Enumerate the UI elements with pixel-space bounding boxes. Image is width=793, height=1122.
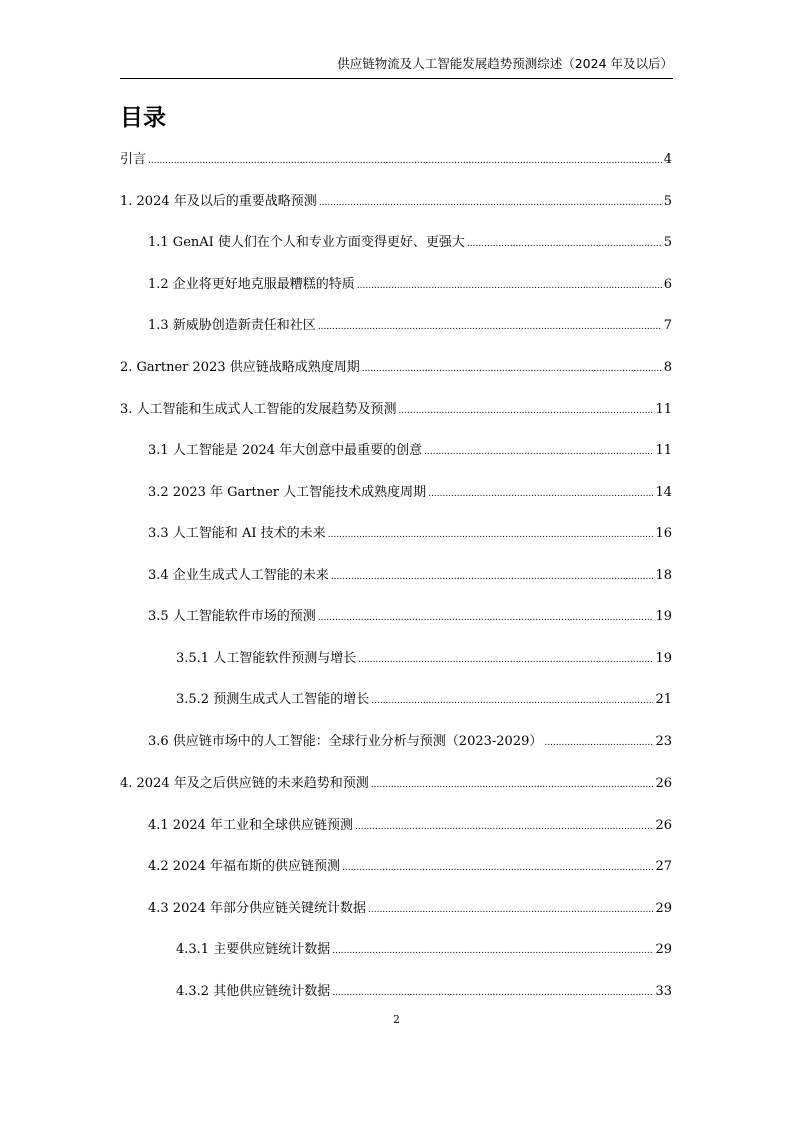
dot-leader [428,485,653,503]
toc-entry-page: 26 [655,776,672,791]
toc-entry-label: 4. 2024 年及之后供应链的未来趋势和预测 [120,776,369,791]
toc-entry-label: 1. 2024 年及以后的重要战略预测 [120,194,317,209]
toc-entry-3-2[interactable] [148,484,672,503]
toc-entry-page: 11 [655,402,672,417]
dot-leader [424,443,653,461]
toc-entry-label: 3.5.1 人工智能软件预测与增长 [176,651,357,666]
toc-entry-3-5-2[interactable] [176,691,672,710]
toc-title: 目录 [120,105,166,131]
toc-entry-2[interactable] [120,359,672,378]
dot-leader [371,692,653,710]
dot-leader [318,609,654,627]
dot-leader [318,318,662,336]
dot-leader [399,402,654,420]
toc-entry-label: 4.2 2024 年福布斯的供应链预测 [148,859,341,874]
dot-leader [342,859,653,877]
toc-entry-label: 3.4 企业生成式人工智能的未来 [148,568,329,583]
toc-entry-1-3[interactable] [148,317,672,336]
toc-entry-page: 5 [663,235,672,250]
toc-entry-4-1[interactable] [148,817,672,836]
toc-entry-page: 18 [655,568,672,583]
dot-leader [467,235,662,253]
page-number: 2 [393,1013,400,1026]
running-header: 供应链物流及人工智能发展趋势预测综述（2024 年及以后） [337,56,673,71]
dot-leader [362,360,662,378]
toc-entry-page: 8 [663,360,672,375]
toc-entry-page: 29 [655,901,672,916]
toc-entry-intro[interactable] [120,151,672,170]
toc-entry-page: 11 [655,443,672,458]
toc-entry-4-3[interactable] [148,900,672,919]
dot-leader [319,194,662,212]
toc-entry-3-5-1[interactable] [176,650,672,669]
toc-entry-4-2[interactable] [148,858,672,877]
toc-entry-label: 3.5 人工智能软件市场的预测 [148,609,316,624]
dot-leader [358,651,653,669]
toc-entry-label: 4.3 2024 年部分供应链关键统计数据 [148,901,367,916]
toc-entry-3[interactable] [120,401,672,420]
dot-leader [357,277,662,295]
toc-entry-label: 2. Gartner 2023 供应链战略成熟度周期 [120,360,360,375]
toc-entry-1-2[interactable] [148,276,672,295]
toc-entry-label: 3.2 2023 年 Gartner 人工智能技术成熟度周期 [148,485,427,500]
dot-leader [368,901,653,919]
dot-leader [328,526,654,544]
toc-entry-page: 26 [655,818,672,833]
toc-entry-3-4[interactable] [148,567,672,586]
toc-entry-page: 14 [655,485,672,500]
dot-leader [332,942,653,960]
toc-entry-page: 27 [655,859,672,874]
toc-entry-label: 引言 [120,152,147,167]
toc-entry-label: 3.5.2 预测生成式人工智能的增长 [176,692,370,707]
toc-entry-label: 4.1 2024 年工业和全球供应链预测 [148,818,354,833]
toc-entry-1[interactable] [120,193,672,212]
dot-leader [331,568,654,586]
toc-entry-3-1[interactable] [148,442,672,461]
toc-entry-label: 1.2 企业将更好地克服最糟糕的特质 [148,277,355,292]
toc-entry-4[interactable] [120,775,672,794]
toc-entry-3-6[interactable] [148,733,672,752]
dot-leader [371,776,654,794]
toc-entry-page: 7 [663,318,672,333]
toc-entry-label: 1.3 新威胁创造新责任和社区 [148,318,316,333]
dot-leader [544,734,653,752]
toc-entry-3-3[interactable] [148,525,672,544]
toc-entry-label: 4.3.1 主要供应链统计数据 [176,942,331,957]
toc-entry-4-3-1[interactable] [176,941,672,960]
toc-entry-4-3-2[interactable] [176,983,672,1002]
toc-entry-page: 23 [655,734,672,749]
toc-entry-label: 3.3 人工智能和 AI 技术的未来 [148,526,326,541]
toc-entry-label: 4.3.2 其他供应链统计数据 [176,984,331,999]
toc-entry-page: 6 [663,277,672,292]
toc-entry-label: 3. 人工智能和生成式人工智能的发展趋势及预测 [120,402,397,417]
toc-entry-label: 3.1 人工智能是 2024 年大创意中最重要的创意 [148,443,423,458]
toc-entry-page: 16 [655,526,672,541]
dot-leader [355,818,653,836]
toc-entry-page: 21 [655,692,672,707]
toc-entry-page: 19 [655,651,672,666]
toc-entry-page: 19 [655,609,672,624]
toc-entry-page: 4 [663,152,672,167]
dot-leader [332,984,653,1002]
toc-entry-1-1[interactable] [148,234,672,253]
toc-entry-3-5[interactable] [148,608,672,627]
toc-entry-label: 3.6 供应链市场中的人工智能：全球行业分析与预测（2023-2029） [148,734,543,749]
toc-entry-page: 5 [663,194,672,209]
toc-entry-page: 33 [655,984,672,999]
toc-entry-page: 29 [655,942,672,957]
toc-entry-label: 1.1 GenAI 使人们在个人和专业方面变得更好、更强大 [148,235,465,250]
dot-leader [148,152,662,170]
